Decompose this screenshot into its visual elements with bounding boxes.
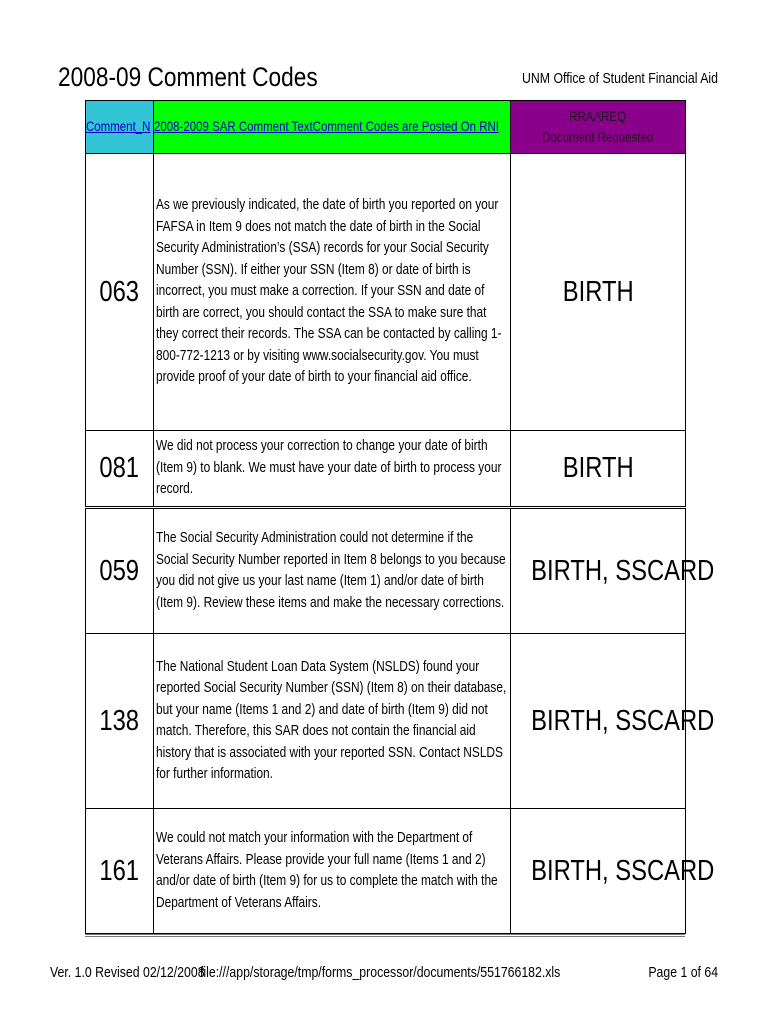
footer-version: Ver. 1.0 Revised 02/12/2008 [50,964,205,981]
table-row [86,634,686,809]
comment-text: The National Student Loan Data System (NSLDS) found your reported Social Security Number (SSN) (Item 8) on their database, but your name (Items 1 and 2) and date of birth (Item 9) did not match. Therefore, this SAR does not contain the financial aid history that is associated with your reported SSN. Contact NSLDS for further information. [154,634,511,809]
table-row [86,809,686,934]
comment-code: 081 [86,431,154,508]
comment-codes-table [85,100,715,934]
office-name: UNM Office of Student Financial Aid [522,70,718,87]
comment-text: As we previously indicated, the date of birth you reported on your FAFSA in Item 9 does not match the date of birth in the Social Security Administration’s (SSA) records for your Social Security Number (SSN). If either your SSN (Item 8) or date of birth is incorrect, you must make a correction. If your SSN and date of birth are correct, you should contact the SSA to make sure that they correct their records. The SSA can be contacted by calling 1-800-772-1213 or by visiting www.socialsecurity.gov. You must provide proof of your date of birth to your financial aid office. [154,154,511,431]
comment-text: We did not process your correction to change your date of birth (Item 9) to blank. We must have your date of birth to process your record. [154,431,511,508]
comment-code: 161 [86,809,154,934]
table-header-row [86,101,686,154]
footer-page-number: Page 1 of 64 [648,964,718,981]
table-row [86,508,686,634]
document-requested: BIRTH [511,154,686,431]
column-header-document: RRAAREQ Document Requested [511,101,686,154]
comment-text: The Social Security Administration could not determine if the Social Security Number reported in Item 8 belongs to you because you did not give us your last name (Item 1) and/or date of birth (Item 9). Review these items and make the necessary corrections. [154,508,511,634]
table-bottom-rule [85,934,685,937]
column-header-text[interactable]: 2008-2009 SAR Comment TextComment Codes are Posted On RNI [154,101,511,154]
document-requested: BIRTH [511,431,686,508]
footer-file-path: file:///app/storage/tmp/forms_processor/documents/551766182.xls [200,964,561,981]
document-requested: BIRTH, SSCARD [511,508,686,634]
comment-code: 059 [86,508,154,634]
comment-text: We could not match your information with the Department of Veterans Affairs. Please provide your full name (Items 1 and 2) and/or date of birth (Item 9) for us to complete the match with the Department of Veterans Affairs. [154,809,511,934]
comment-code: 138 [86,634,154,809]
comment-code: 063 [86,154,154,431]
document-requested: BIRTH, SSCARD [511,634,686,809]
table-row [86,431,686,508]
column-header-code[interactable]: Comment_N [86,101,154,154]
table-row [86,154,686,431]
page-title: 2008-09 Comment Codes [58,62,318,92]
document-requested: BIRTH, SSCARD [511,809,686,934]
